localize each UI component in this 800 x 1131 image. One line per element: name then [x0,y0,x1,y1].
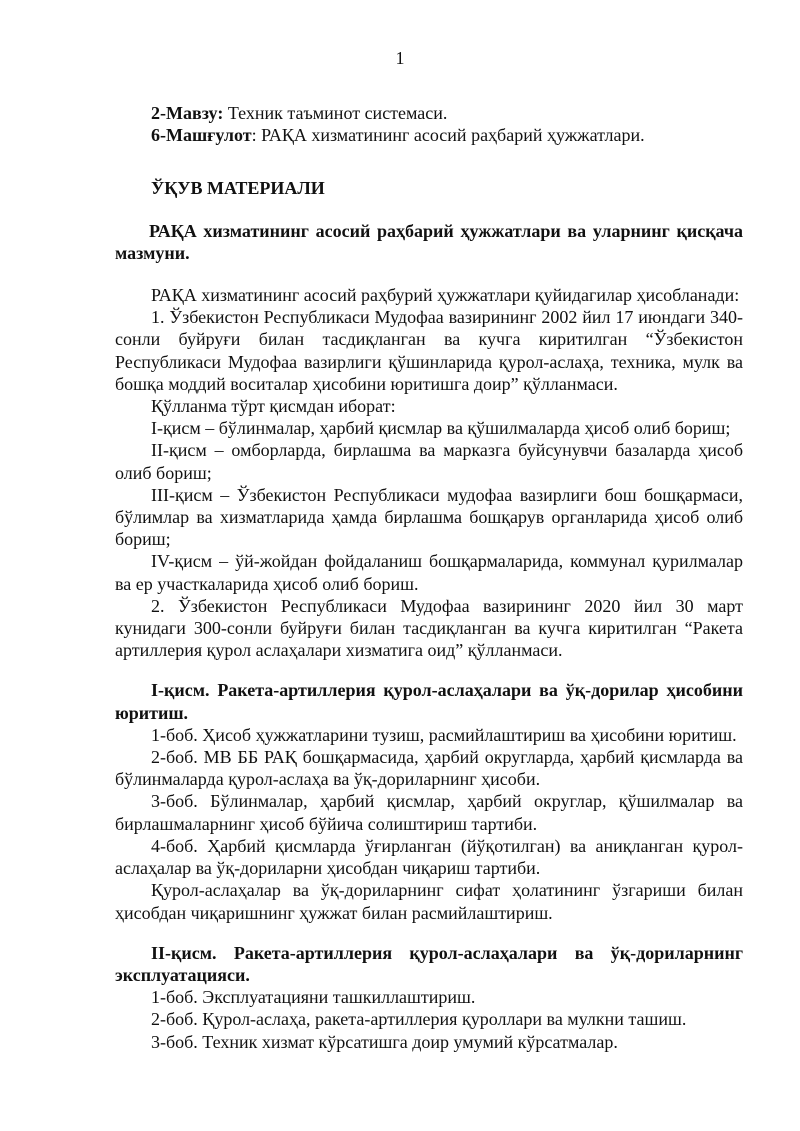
part1-item: 1-боб. Ҳисоб ҳужжатларини тузиш, расмийлаштириш ва ҳисобини юритиш. [151,724,737,745]
list-item: II-қисм – омборларда, бирлашма ва марказга буйсунувчи базаларда ҳисоб олиб бориш; [115,440,743,483]
part2-item: 3-боб. Техник хизмат кўрсатишга доир умумий кўрсатмалар. [151,1031,618,1052]
topic-label: 2-Мавзу: [151,103,224,123]
paragraph: 1. Ўзбекистон Республикаси Мудофаа вазирининг 2002 йил 17 июндаги 340-сонли буйруғи билан тасдиқланган ва кучга киритилган “Ўзбекистон Республикаси Мудофаа вазирлиги қўшинларида қурол-аслаҳа, техника, мулк ва бошқа моддий воситалар ҳисобини юритишга доир” қўлланмаси. [115,307,743,394]
lesson-line [115,124,743,146]
lesson-label: 6-Машғулот [151,125,252,146]
list-item: I-қисм – бўлинмалар, ҳарбий қисмлар ва қўшилмаларда ҳисоб олиб бориш; [151,418,731,439]
page-number: 1 [395,48,405,68]
part1-item: 2-боб. МВ ББ РАҚ бошқармасида, ҳарбий округларда, ҳарбий қисмларда ва бўлинмаларда қурол-аслаҳа ва ўқ-дориларнинг ҳисоби. [115,747,743,790]
part1-heading: I-қисм. Ракета-артиллерия қурол-аслаҳалари ва ўқ-дорилар ҳисобини юритиш. [115,680,743,723]
paragraph: Қўлланма тўрт қисмдан иборат: [151,396,396,417]
list-item: III-қисм – Ўзбекистон Республикаси мудофаа вазирлиги бош бошқармаси, бўлимлар ва хизматларида ҳамда бирлашма бошқарув органларида ҳисоб олиб бориш; [115,484,743,550]
part2-item: 2-боб. Қурол-аслаҳа, ракета-артиллерия қуроллари ва мулкни ташиш. [151,1009,687,1030]
main-heading: РАҚА хизматининг асосий раҳбарий ҳужжатлари ва уларнинг қисқача мазмуни. [115,220,743,263]
paragraph: 2. Ўзбекистон Республикаси Мудофаа вазирининг 2020 йил 30 март кунидаги 300-сонли буйруғи билан тасдиқланган ва кучга киритилган “Ракета артиллерия қурол аслаҳалари хизматига оид” қўлланмаси. [115,595,743,661]
topic-line [115,102,743,124]
topic-text: Техник таъминот системаси. [223,103,448,123]
part1-item: Қурол-аслаҳалар ва ўқ-дориларнинг сифат ҳолатининг ўзгариши билан ҳисобдан чиқаришнинг ҳужжат билан расмийлаштириш. [115,880,743,923]
part1-item: 4-боб. Ҳарбий қисмларда ўғирланган (йўқотилган) ва аниқланган қурол-аслаҳалар ва ўқ-дориларни ҳисобдан чиқариш тартиби. [115,835,743,879]
part2-heading: II-қисм. Ракета-артиллерия қурол-аслаҳалари ва ўқ-дориларнинг эксплуатацияси. [115,942,743,985]
part1-item: 3-боб. Бўлинмалар, ҳарбий қисмлар, ҳарбий округлар, қўшилмалар ва бирлашмаларнинг ҳисоб бўйича солиштириш тартиби. [115,791,743,834]
part2-item: 1-боб. Эксплуатацияни ташкиллаштириш. [151,987,476,1008]
section-title: ЎҚУВ МАТЕРИАЛИ [151,178,325,199]
paragraph: РАҚА хизматининг асосий раҳбурий ҳужжатлари қуйидагилар ҳисобланади: [151,285,740,306]
lesson-text: : РАҚА хизматининг асосий раҳбарий ҳужжатлари. [251,125,645,146]
document-body [115,102,743,1053]
list-item: IV-қисм – ўй-жойдан фойдаланиш бошқармаларида, коммунал қурилмалар ва ер участкаларида ҳисоб олиб бориш. [115,551,743,594]
